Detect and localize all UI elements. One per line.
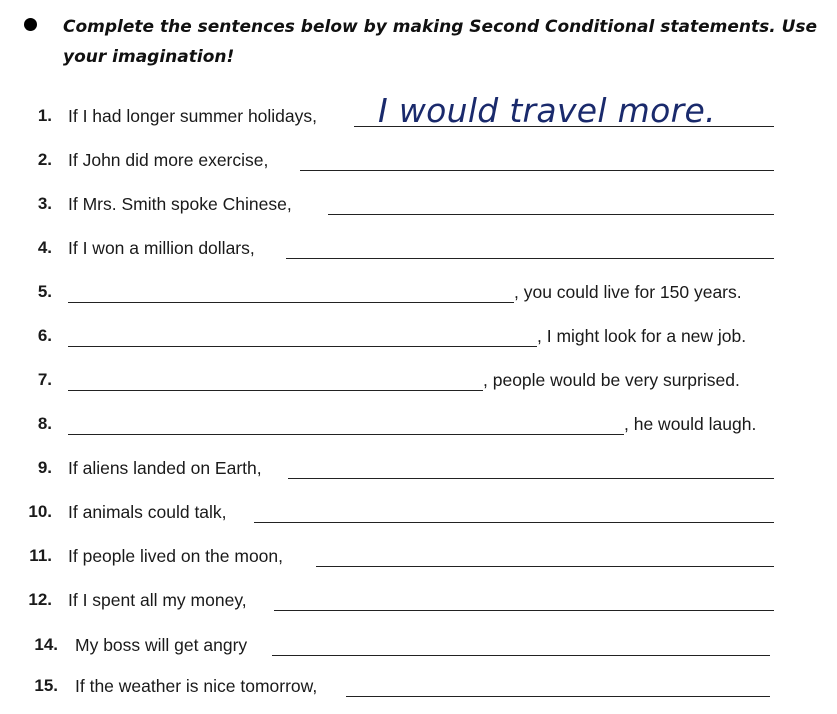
answer-line[interactable] [68, 390, 483, 391]
item-number: 6. [37, 326, 52, 345]
item-number: 1. [37, 106, 52, 125]
exercise-item-4 [0, 230, 837, 264]
item-number: 11. [29, 546, 52, 565]
exercise-item-15 [0, 668, 837, 702]
item-ending: , people would be very surprised. [483, 370, 740, 390]
item-prompt: If John did more exercise, [68, 150, 269, 170]
exercise-item-5 [0, 274, 837, 308]
item-prompt: If I had longer summer holidays, [68, 106, 318, 126]
item-number: 3. [37, 194, 52, 213]
handwritten-answer: I would travel more. [378, 91, 716, 130]
item-prompt: If Mrs. Smith spoke Chinese, [68, 194, 292, 214]
answer-line[interactable] [328, 214, 774, 215]
item-prompt: If aliens landed on Earth, [68, 458, 262, 478]
item-number: 8. [37, 414, 52, 433]
answer-line[interactable] [68, 346, 537, 347]
exercise-item-11 [0, 538, 837, 572]
answer-line[interactable] [300, 170, 774, 171]
item-number: 2. [37, 150, 52, 169]
item-ending: , you could live for 150 years. [514, 282, 742, 302]
exercise-item-12 [0, 582, 837, 616]
answer-line[interactable] [346, 696, 770, 697]
exercise-item-14 [0, 627, 837, 661]
item-prompt: If the weather is nice tomorrow, [75, 676, 318, 696]
exercise-item-6 [0, 318, 837, 352]
exercise-item-9 [0, 450, 837, 484]
exercise-item-3 [0, 186, 837, 220]
exercise-item-10 [0, 494, 837, 528]
answer-line[interactable] [286, 258, 774, 259]
item-number: 5. [37, 282, 52, 301]
item-prompt: If I won a million dollars, [68, 238, 255, 258]
item-number: 4. [37, 238, 52, 257]
item-number: 7. [37, 370, 52, 389]
item-ending: , he would laugh. [624, 414, 757, 434]
item-prompt: If I spent all my money, [68, 590, 247, 610]
item-number: 14. [34, 635, 58, 654]
item-number: 10. [28, 502, 52, 521]
exercise-item-8 [0, 406, 837, 440]
answer-line[interactable] [68, 434, 624, 435]
bullet-icon [24, 18, 37, 31]
item-prompt: If animals could talk, [68, 502, 227, 522]
item-prompt: If people lived on the moon, [68, 546, 284, 566]
answer-line[interactable] [272, 655, 770, 656]
exercise-item-7 [0, 362, 837, 396]
item-prompt: My boss will get angry [75, 635, 248, 655]
answer-line[interactable] [254, 522, 774, 523]
item-number: 12. [28, 590, 52, 609]
answer-line[interactable] [274, 610, 774, 611]
exercise-item-2 [0, 142, 837, 176]
item-number: 15. [34, 676, 58, 695]
instructions: Complete the sentences below by making Second Conditional statements. Use your imagination! [63, 17, 818, 67]
item-number: 9. [37, 458, 52, 477]
answer-line[interactable] [316, 566, 774, 567]
answer-line[interactable] [68, 302, 514, 303]
answer-line[interactable] [288, 478, 774, 479]
item-ending: , I might look for a new job. [537, 326, 747, 346]
exercise-item-1 [0, 91, 837, 132]
